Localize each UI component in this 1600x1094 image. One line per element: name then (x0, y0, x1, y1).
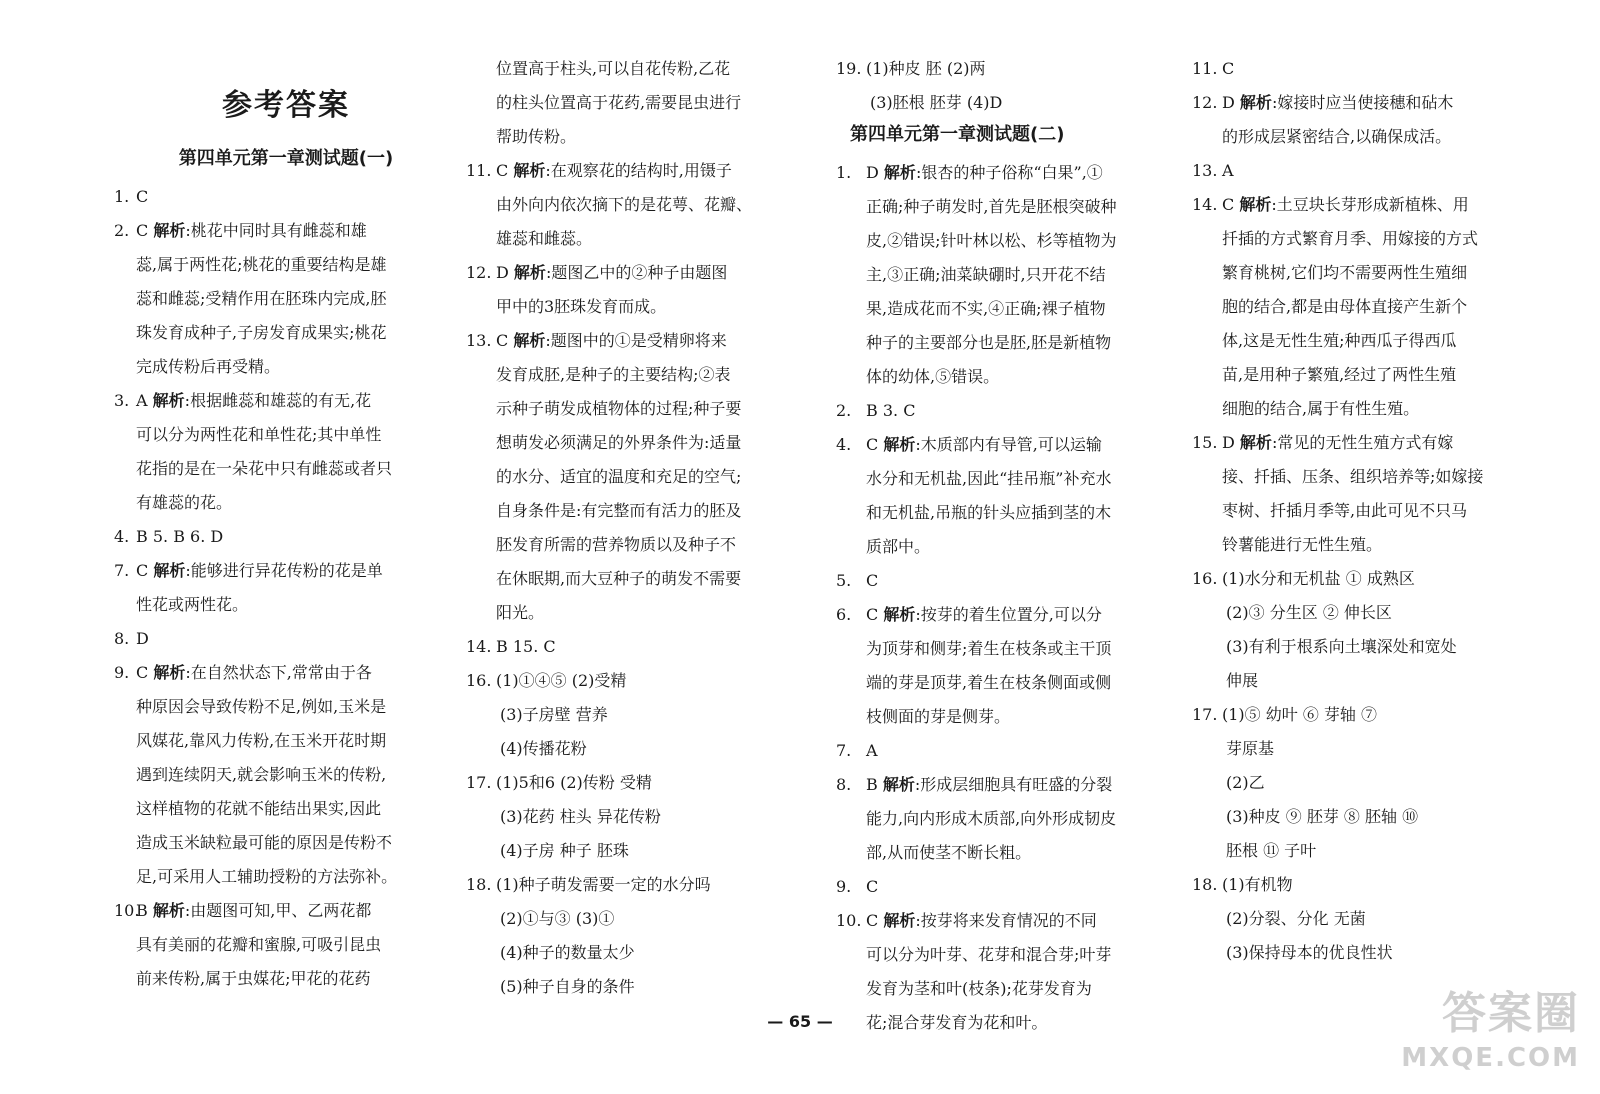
answer-item (466, 630, 818, 664)
answer-choice: (1)种皮 胚 (2)两 (866, 59, 986, 78)
explanation-line: 细胞的结合,属于有性生殖。 (1222, 399, 1420, 418)
page-title: 参考答案 (222, 88, 350, 123)
explanation-text: :土豆块长芽形成新植株、用 (1271, 195, 1469, 214)
question-number: 16. (466, 671, 492, 690)
explanation-text: :嫁接时应当使接穗和砧木 (1271, 93, 1454, 112)
explanation-line: 能力,向内形成木质部,向外形成韧皮 (866, 809, 1117, 828)
answer-choice: (1)水分和无机盐 ① 成熟区 (1222, 569, 1415, 588)
column-2 (466, 52, 818, 1004)
explanation-line: 发育为茎和叶(枝条);花芽发育为 (866, 979, 1092, 998)
question-number: 5. (836, 571, 852, 590)
explanation-line: 种子的主要部分也是胚,胚是新植物 (866, 333, 1112, 352)
explanation-text: :由题图可知,甲、乙两花都 (184, 901, 372, 920)
answer-item (466, 664, 818, 698)
answer-item (836, 904, 1158, 938)
question-number: 9. (836, 877, 852, 896)
explanation-text: :按芽将来发育情况的不同 (915, 911, 1097, 930)
explanation-label: 解析 (1239, 93, 1272, 112)
question-number: 12. (1192, 93, 1218, 112)
sub-answer-line: 胚根 ⑪ 子叶 (1226, 841, 1317, 860)
sub-answer-line: (4)子房 种子 胚珠 (500, 841, 629, 860)
answer-item (836, 734, 1158, 768)
watermark-text: 答案圈 (1442, 988, 1580, 1039)
sub-answer-line: (4)种子的数量太少 (500, 943, 635, 962)
explanation-line: 体,这是无性生殖;种西瓜子得西瓜 (1222, 331, 1457, 350)
answer-choice: (1)有机物 (1222, 875, 1293, 894)
answer-choice: C (136, 561, 149, 580)
explanation-label: 解析 (152, 391, 185, 410)
question-number: 18. (1192, 875, 1218, 894)
answer-choice: C (1222, 59, 1235, 78)
explanation-line: 这样植物的花就不能结出果实,因此 (136, 799, 382, 818)
answer-item (1192, 154, 1522, 188)
explanation-text: :按芽的着生位置分,可以分 (915, 605, 1102, 624)
answer-list (1192, 52, 1522, 970)
section-title-2: 第四单元第一章测试题(二) (850, 124, 1065, 145)
sub-answer-line: (3)种皮 ⑨ 胚芽 ⑧ 胚轴 ⑩ (1226, 807, 1419, 826)
question-number: 8. (114, 629, 130, 648)
question-number: 11. (466, 161, 492, 180)
explanation-label: 解析 (1239, 433, 1272, 452)
sub-answer-line: (3)胚根 胚芽 (4)D (870, 93, 1003, 112)
answer-choice: D (136, 629, 149, 648)
column-1 (114, 52, 458, 996)
answer-item (1192, 52, 1522, 86)
question-number: 10. (836, 911, 862, 930)
explanation-label: 解析 (513, 263, 546, 282)
question-number: 19. (836, 59, 862, 78)
question-number: 17. (1192, 705, 1218, 724)
answer-item (114, 894, 458, 928)
explanation-text: :在观察花的结构时,用镊子 (545, 161, 732, 180)
explanation-line: 枝侧面的芽是侧芽。 (866, 707, 1011, 726)
answer-item (836, 428, 1158, 462)
explanation-line: 自身条件是:有完整而有活力的胚及 (496, 501, 742, 520)
answer-choice: D (1222, 93, 1235, 112)
question-number: 14. (1192, 195, 1218, 214)
answer-choice: C (496, 331, 509, 350)
explanation-label: 解析 (1239, 195, 1272, 214)
explanation-line: 可以分为叶芽、花芽和混合芽;叶芽 (866, 945, 1112, 964)
question-number: 17. (466, 773, 492, 792)
explanation-line: 完成传粉后再受精。 (136, 357, 281, 376)
answer-item (1192, 86, 1522, 120)
explanation-label: 解析 (152, 901, 185, 920)
explanation-line: 胚发育所需的营养物质以及种子不 (496, 535, 737, 554)
explanation-label: 解析 (883, 911, 916, 930)
answer-item (836, 564, 1158, 598)
explanation-text: :根据雌蕊和雄蕊的有无,花 (184, 391, 372, 410)
answer-item (1192, 426, 1522, 460)
question-number: 1. (114, 187, 130, 206)
answer-choice: C (866, 911, 879, 930)
answer-choice: C (866, 877, 879, 896)
explanation-line: 枣树、扦插月季等,由此可见不只马 (1222, 501, 1468, 520)
explanation-line: 正确;种子萌发时,首先是胚根突破种 (866, 197, 1117, 216)
sub-answer-line: (5)种子自身的条件 (500, 977, 635, 996)
explanation-line: 前来传粉,属于虫媒花;甲花的花药 (136, 969, 371, 988)
explanation-line: 主,③正确;油菜缺硼时,只开花不结 (866, 265, 1106, 284)
column-3 (836, 52, 1158, 1040)
explanation-text: :桃花中同时具有雌蕊和雄 (185, 221, 367, 240)
answer-item (466, 766, 818, 800)
answer-choice: B 5. B 6. D (136, 527, 224, 546)
answer-choice: D (1222, 433, 1235, 452)
question-number: 13. (466, 331, 492, 350)
explanation-line: 质部中。 (866, 537, 931, 556)
explanation-line: 可以分为两性花和单性花;其中单性 (136, 425, 382, 444)
question-number: 2. (836, 401, 852, 420)
answer-item (836, 598, 1158, 632)
explanation-label: 解析 (153, 221, 186, 240)
answer-choice: C (866, 571, 879, 590)
explanation-line: 足,可采用人工辅助授粉的方法弥补。 (136, 867, 398, 886)
answer-item (836, 52, 1158, 86)
explanation-line: 繁育桃树,它们均不需要两性生殖细 (1222, 263, 1468, 282)
question-number: 14. (466, 637, 492, 656)
answer-item (114, 180, 458, 214)
explanation-text: :题图乙中的②种子由题图 (545, 263, 728, 282)
answer-item (466, 256, 818, 290)
answer-item (114, 214, 458, 248)
sub-answer-line: 伸展 (1226, 671, 1259, 690)
explanation-line: 由外向内依次摘下的是花萼、花瓣、 (496, 195, 753, 214)
answer-item (836, 768, 1158, 802)
answer-choice: C (1222, 195, 1235, 214)
explanation-line: 具有美丽的花瓣和蜜腺,可吸引昆虫 (136, 935, 382, 954)
question-number: 4. (114, 527, 130, 546)
explanation-line: 甲中的3胚珠发育而成。 (496, 297, 667, 316)
explanation-label: 解析 (883, 605, 916, 624)
explanation-line: 造成玉米缺粒最可能的原因是传粉不 (136, 833, 393, 852)
explanation-line: 帮助传粉。 (496, 127, 577, 146)
explanation-line: 花指的是在一朵花中只有雌蕊或者只 (136, 459, 393, 478)
explanation-line: 风媒花,靠风力传粉,在玉米开花时期 (136, 731, 387, 750)
answer-item (466, 324, 818, 358)
explanation-line: 位置高于柱头,可以自花传粉,乙花 (496, 59, 731, 78)
explanation-line: 铃薯能进行无性生殖。 (1222, 535, 1383, 554)
question-number: 10. (114, 901, 140, 920)
explanation-text: :常见的无性生殖方式有嫁 (1271, 433, 1454, 452)
answer-choice: B (136, 901, 148, 920)
question-number: 13. (1192, 161, 1218, 180)
sub-answer-line: (2)③ 分生区 ② 伸长区 (1226, 603, 1392, 622)
explanation-line: 体的幼体,⑤错误。 (866, 367, 1000, 386)
answer-item (114, 554, 458, 588)
question-number: 7. (114, 561, 130, 580)
explanation-line: 的形成层紧密结合,以确保成活。 (1222, 127, 1452, 146)
question-number: 12. (466, 263, 492, 282)
question-number: 15. (1192, 433, 1218, 452)
answer-item (836, 394, 1158, 428)
explanation-text: :能够进行异花传粉的花是单 (185, 561, 383, 580)
explanation-line: 在休眠期,而大豆种子的萌发不需要 (496, 569, 742, 588)
answer-choice: C (136, 221, 149, 240)
question-number: 8. (836, 775, 852, 794)
answer-item (466, 154, 818, 188)
answer-choice: A (1222, 161, 1234, 180)
answer-item (114, 622, 458, 656)
explanation-line: 为顶芽和侧芽;着生在枝条或主干顶 (866, 639, 1112, 658)
explanation-text: :题图中的①是受精卵将来 (545, 331, 727, 350)
answer-item (1192, 562, 1522, 596)
explanation-line: 性花或两性花。 (136, 595, 249, 614)
explanation-text: :银杏的种子俗称“白果”,① (915, 163, 1103, 182)
explanation-label: 解析 (882, 775, 915, 794)
explanation-line: 发育成胚,是种子的主要结构;②表 (496, 365, 731, 384)
explanation-line: 果,造成花而不实,④正确;裸子植物 (866, 299, 1106, 318)
explanation-line: 示种子萌发成植物体的过程;种子要 (496, 399, 742, 418)
answer-choice: C (136, 187, 149, 206)
explanation-label: 解析 (513, 331, 546, 350)
answer-choice: D (496, 263, 509, 282)
sub-answer-line: (2)①与③ (3)① (500, 909, 615, 928)
question-number: 18. (466, 875, 492, 894)
explanation-label: 解析 (513, 161, 546, 180)
question-number: 16. (1192, 569, 1218, 588)
explanation-line: 部,从而使茎不断长粗。 (866, 843, 1032, 862)
answer-item (1192, 868, 1522, 902)
answer-choice: (1)5和6 (2)传粉 受精 (496, 773, 652, 792)
answer-item (114, 520, 458, 554)
answer-item (1192, 698, 1522, 732)
explanation-line: 花;混合芽发育为花和叶。 (866, 1013, 1048, 1032)
answer-choice: C (866, 605, 879, 624)
answer-list (114, 180, 458, 996)
answer-choice: A (136, 391, 148, 410)
question-number: 7. (836, 741, 852, 760)
answer-choice: (1)①④⑤ (2)受精 (496, 671, 627, 690)
answer-choice: B (866, 775, 878, 794)
explanation-line: 遇到连续阴天,就会影响玉米的传粉, (136, 765, 387, 784)
answer-item (836, 156, 1158, 190)
answer-choice: B 15. C (496, 637, 556, 656)
question-number: 11. (1192, 59, 1218, 78)
explanation-line: 接、扦插、压条、组织培养等;如嫁接 (1222, 467, 1484, 486)
explanation-line: 的柱头位置高于花药,需要昆虫进行 (496, 93, 742, 112)
explanation-line: 皮,②错误;针叶林以松、杉等植物为 (866, 231, 1117, 250)
question-number: 9. (114, 663, 130, 682)
sub-answer-line: (3)有利于根系向土壤深处和宽处 (1226, 637, 1457, 656)
explanation-label: 解析 (153, 561, 186, 580)
watermark-logo (1380, 986, 1580, 1082)
explanation-text: :在自然状态下,常常由于各 (185, 663, 372, 682)
answer-choice: A (866, 741, 878, 760)
answer-choice: C (866, 435, 879, 454)
column-4 (1192, 52, 1522, 970)
question-number: 4. (836, 435, 852, 454)
answer-list (836, 52, 1158, 120)
question-number: 6. (836, 605, 852, 624)
explanation-line: 胞的结合,都是由母体直接产生新个 (1222, 297, 1468, 316)
answer-item (1192, 188, 1522, 222)
answer-item (114, 384, 458, 418)
explanation-line: 雄蕊和雌蕊。 (496, 229, 593, 248)
sub-answer-line: (2)分裂、分化 无菌 (1226, 909, 1366, 928)
sub-answer-line: (3)花药 柱头 异花传粉 (500, 807, 661, 826)
sub-answer-line: (3)保持母本的优良性状 (1226, 943, 1393, 962)
explanation-line: 种原因会导致传粉不足,例如,玉米是 (136, 697, 387, 716)
question-number: 1. (836, 163, 852, 182)
sub-answer-line: (2)乙 (1226, 773, 1265, 792)
answer-choice: D (866, 163, 879, 182)
page-number: — 65 — (767, 1012, 833, 1031)
section-title-1: 第四单元第一章测试题(一) (178, 148, 394, 169)
explanation-line: 和无机盐,吊瓶的针头应插到茎的木 (866, 503, 1112, 522)
answer-item (114, 656, 458, 690)
watermark-url: MXQE.COM (1401, 1043, 1580, 1073)
explanation-line: 蕊和雌蕊;受精作用在胚珠内完成,胚 (136, 289, 387, 308)
answer-item (466, 868, 818, 902)
sub-answer-line: 芽原基 (1226, 739, 1275, 758)
question-number: 2. (114, 221, 130, 240)
answer-list (836, 156, 1158, 1040)
question-number: 3. (114, 391, 130, 410)
explanation-line: 阳光。 (496, 603, 545, 622)
explanation-label: 解析 (883, 163, 916, 182)
explanation-line: 扦插的方式繁育月季、用嫁接的方式 (1222, 229, 1479, 248)
answer-choice: C (136, 663, 149, 682)
answer-choice: (1)种子萌发需要一定的水分吗 (496, 875, 711, 894)
sub-answer-line: (4)传播花粉 (500, 739, 587, 758)
answer-list (466, 52, 818, 1004)
sub-answer-line: (3)子房壁 营养 (500, 705, 608, 724)
explanation-line: 水分和无机盐,因此“挂吊瓶”补充水 (866, 469, 1112, 488)
explanation-line: 珠发育成种子,子房发育成果实;桃花 (136, 323, 387, 342)
answer-item (836, 870, 1158, 904)
explanation-text: :形成层细胞具有旺盛的分裂 (914, 775, 1113, 794)
explanation-line: 想萌发必须满足的外界条件为:适量 (496, 433, 742, 452)
explanation-line: 有雄蕊的花。 (136, 493, 233, 512)
explanation-line: 的水分、适宜的温度和充足的空气; (496, 467, 742, 486)
explanation-line: 蕊,属于两性花;桃花的重要结构是雄 (136, 255, 387, 274)
explanation-label: 解析 (153, 663, 186, 682)
explanation-label: 解析 (883, 435, 916, 454)
answer-choice: C (496, 161, 509, 180)
explanation-line: 端的芽是顶芽,着生在枝条侧面或侧 (866, 673, 1112, 692)
answer-choice: B 3. C (866, 401, 916, 420)
explanation-text: :木质部内有导管,可以运输 (915, 435, 1102, 454)
explanation-line: 苗,是用种子繁殖,经过了两性生殖 (1222, 365, 1457, 384)
answer-choice: (1)⑤ 幼叶 ⑥ 芽轴 ⑦ (1222, 705, 1378, 724)
